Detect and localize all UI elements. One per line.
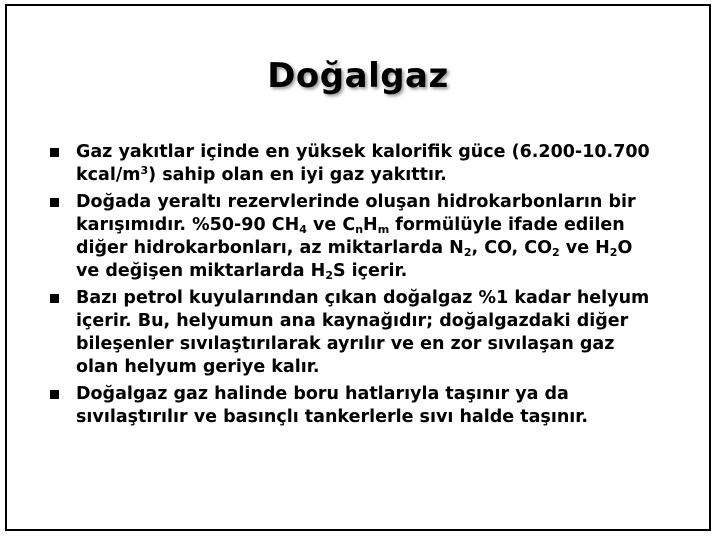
bullet-item [50, 287, 650, 379]
subscript: 4 [299, 223, 307, 236]
superscript: 3 [140, 164, 149, 177]
square-bullet-icon [50, 390, 59, 399]
subscript: n [355, 223, 364, 236]
bullet-list [50, 141, 650, 433]
bullet-text: S içerir. [332, 261, 408, 281]
bullet-text: , CO, CO [471, 238, 553, 258]
subscript: 2 [552, 246, 560, 259]
subscript: 2 [463, 246, 472, 259]
bullet-text: ) sahip olan en iyi gaz yakıttır. [148, 165, 447, 185]
bullet-text: Gaz yakıtlar içinde en yüksek kalorifik güce (6.200-10.700 kcal/m [76, 142, 650, 185]
square-bullet-icon [50, 148, 59, 157]
bullet-item [50, 141, 650, 187]
bullet-text: Doğada yeraltı rezervlerinde oluşan hidrokarbonların bir karışımıdır. %50-90 CH [76, 192, 636, 235]
bullet-text: Doğalgaz gaz halinde boru hatlarıyla taşınır ya da sıvılaştırılır ve basınçlı tankerlerle sıvı halde taşınır. [76, 384, 589, 427]
bullet-text: Bazı petrol kuyularından çıkan doğalgaz %1 kadar helyum içerir. Bu, helyumun ana kaynağıdır; doğalgazdaki diğer bileşenler sıvılaştırılarak ayrılır ve en zor sıvılaşan gaz olan helyum geriye kalır. [76, 288, 650, 377]
bullet-text: ve H [559, 238, 610, 258]
subscript: 2 [609, 246, 618, 259]
subscript: 2 [325, 269, 333, 282]
bullet-item [50, 383, 650, 429]
slide [5, 4, 711, 531]
square-bullet-icon [50, 294, 59, 303]
square-bullet-icon [50, 198, 59, 207]
bullet-text: ve C [306, 215, 356, 235]
bullet-text: H [363, 215, 378, 235]
bullet-text: formülüyle ifade edilen diğer hidrokarbonları, az miktarlarda N [76, 215, 625, 258]
slide-title: Doğalgaz [267, 56, 449, 96]
bullet-item [50, 191, 650, 283]
subscript: m [377, 223, 390, 236]
bullet-text: O ve değişen miktarlarda H [76, 238, 633, 281]
